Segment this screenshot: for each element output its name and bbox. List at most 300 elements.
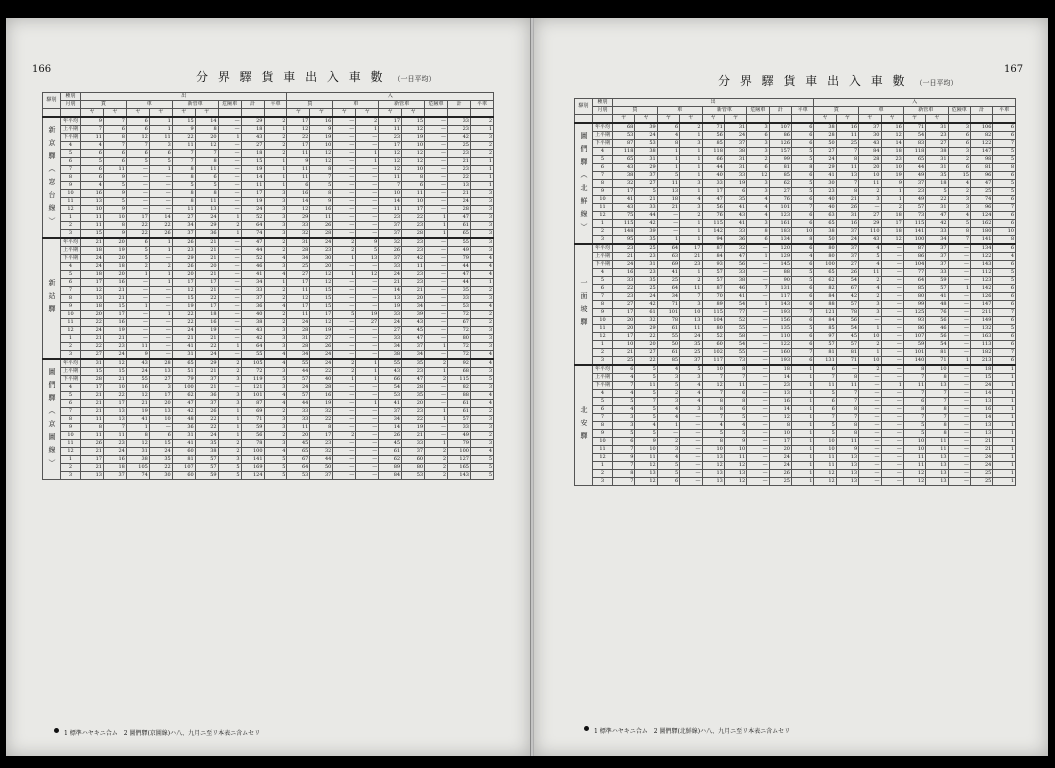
table-cell: 54 xyxy=(836,277,858,285)
table-cell: — xyxy=(425,142,448,150)
table-cell: 3 xyxy=(470,206,493,214)
table-cell: 20 xyxy=(103,238,126,247)
header-subcol: ヤ xyxy=(635,115,657,124)
table-cell: 6 xyxy=(792,220,814,228)
row-label: 下平期 xyxy=(61,255,81,263)
table-cell: — xyxy=(425,400,448,408)
table-cell: 1 xyxy=(218,432,241,440)
table-cell: 3 xyxy=(470,416,493,424)
row-label: 6 xyxy=(61,158,81,166)
table-cell: 23 xyxy=(881,156,903,164)
table-cell: 77 xyxy=(903,269,925,277)
row-label: 10 xyxy=(593,438,613,446)
table-cell: 5 xyxy=(126,247,149,255)
table-cell: 43 xyxy=(241,327,264,335)
table-cell: 1 xyxy=(218,343,241,351)
table-cell: 47 xyxy=(172,400,195,408)
table-cell: 24 xyxy=(172,327,195,335)
table-cell: 17 xyxy=(613,333,635,341)
table-row xyxy=(575,277,1016,285)
table-cell: 85 xyxy=(657,357,679,366)
table-row xyxy=(575,123,1016,132)
table-row xyxy=(43,238,494,247)
table-row xyxy=(575,172,1016,180)
table-row xyxy=(43,464,494,472)
table-cell: 14 xyxy=(769,374,791,382)
table-cell: — xyxy=(948,398,970,406)
table-cell: 3 xyxy=(747,140,769,148)
row-label: 5 xyxy=(61,150,81,158)
table-cell: 1 xyxy=(792,454,814,462)
table-cell: — xyxy=(333,303,356,311)
table-cell: 56 xyxy=(926,333,948,341)
table-cell: — xyxy=(356,440,379,448)
row-label: 6 xyxy=(61,400,81,408)
table-cell: 17 xyxy=(172,279,195,287)
table-cell: — xyxy=(948,438,970,446)
table-cell: 6 xyxy=(81,166,104,174)
table-cell: 35 xyxy=(195,440,218,448)
table-cell: 24 xyxy=(724,132,746,140)
table-cell: — xyxy=(333,440,356,448)
table-cell: 72 xyxy=(241,368,264,376)
table-cell: 65 xyxy=(903,156,925,164)
table-cell: — xyxy=(881,317,903,325)
row-label: 3 xyxy=(593,357,613,366)
table-cell: 41 xyxy=(926,293,948,301)
table-row xyxy=(43,376,494,384)
table-cell: 4 xyxy=(859,285,881,293)
table-cell: 1 xyxy=(356,400,379,408)
table-cell: — xyxy=(747,454,769,462)
row-label: 上平期 xyxy=(61,247,81,255)
table-cell: 9 xyxy=(103,174,126,182)
table-row xyxy=(575,180,1016,188)
table-cell: 31 xyxy=(926,164,948,172)
table-cell: 38 xyxy=(241,319,264,327)
table-cell: 15 xyxy=(172,295,195,303)
table-cell: — xyxy=(126,287,149,295)
table-cell: 25 xyxy=(769,478,791,486)
table-cell: — xyxy=(680,470,702,478)
table-cell: — xyxy=(356,448,379,456)
table-cell: 165 xyxy=(448,464,471,472)
table-cell: 7 xyxy=(379,182,402,190)
header-chosa: 新管車 xyxy=(702,107,747,115)
table-cell: — xyxy=(149,182,172,190)
table-cell: — xyxy=(333,351,356,360)
header-in: 入 xyxy=(287,93,494,101)
table-cell: 22 xyxy=(613,285,635,293)
row-label: 年平均 xyxy=(593,244,613,253)
table-cell: — xyxy=(218,150,241,158)
row-label: 2 xyxy=(61,222,81,230)
table-cell: 120 xyxy=(769,244,791,253)
table-cell: 1 xyxy=(680,269,702,277)
table-cell: — xyxy=(356,134,379,142)
row-label: 3 xyxy=(61,351,81,360)
table-row xyxy=(575,140,1016,148)
table-cell: 3 xyxy=(680,180,702,188)
table-cell: 1 xyxy=(470,174,493,182)
table-row xyxy=(43,456,494,464)
table-cell: — xyxy=(333,464,356,472)
table-cell: 5 xyxy=(126,158,149,166)
table-cell: 1 xyxy=(993,398,1016,406)
table-cell: 37 xyxy=(836,228,858,236)
table-cell: 9 xyxy=(103,230,126,239)
table-cell: 86 xyxy=(903,253,925,261)
title-text: 分 界 驛 貨 車 出 入 車 數 xyxy=(196,70,386,84)
table-cell: 55 xyxy=(126,376,149,384)
table-cell: 21 xyxy=(680,253,702,261)
table-cell: 1 xyxy=(657,156,679,164)
table-cell: 27 xyxy=(81,351,104,360)
table-row xyxy=(575,438,1016,446)
table-cell: 6 xyxy=(126,150,149,158)
table-cell: 85 xyxy=(903,285,925,293)
table-cell: — xyxy=(425,432,448,440)
table-cell: 1 xyxy=(333,376,356,384)
table-cell: 14 xyxy=(881,140,903,148)
header-subcol: ヤ xyxy=(680,115,702,124)
table-cell: 1 xyxy=(425,416,448,424)
table-cell: — xyxy=(948,414,970,422)
table-cell: 27 xyxy=(287,271,310,279)
table-cell: 10 xyxy=(402,198,425,206)
table-cell: 21 xyxy=(613,349,635,357)
table-cell: 13 xyxy=(926,478,948,486)
table-cell: 3 xyxy=(470,222,493,230)
header-out: 出 xyxy=(613,99,814,107)
table-cell: 20 xyxy=(310,263,333,271)
table-cell: 23 xyxy=(402,247,425,255)
table-cell: 49 xyxy=(903,196,925,204)
table-cell: 1 xyxy=(993,462,1016,470)
table-cell: 24 xyxy=(613,261,635,269)
table-cell: 56 xyxy=(836,317,858,325)
table-cell: 7 xyxy=(993,140,1016,148)
table-cell: 18 xyxy=(195,311,218,319)
table-cell: 1 xyxy=(747,301,769,309)
table-cell: — xyxy=(948,430,970,438)
table-cell: 13 xyxy=(971,422,993,430)
table-cell: 10 xyxy=(310,142,333,150)
table-cell: 129 xyxy=(769,253,791,261)
table-cell: 1 xyxy=(792,478,814,486)
footnote: 1 標準ハヤキニ合ム 2 圖們驛(京圖線)ハ八、九月ニ至リ本表ニ含ムセリ xyxy=(64,730,261,737)
table-cell: 55 xyxy=(724,349,746,357)
table-cell: 11 xyxy=(103,166,126,174)
table-cell: 3 xyxy=(264,206,287,214)
table-row xyxy=(575,212,1016,220)
table-cell: — xyxy=(356,351,379,360)
table-cell: 13 xyxy=(702,478,724,486)
table-cell: 1 xyxy=(218,230,241,239)
table-cell: 14 xyxy=(241,174,264,182)
table-cell: 8 xyxy=(402,174,425,182)
table-cell: 1 xyxy=(792,382,814,390)
table-cell: 7 xyxy=(926,398,948,406)
table-cell: — xyxy=(425,295,448,303)
table-cell: 44 xyxy=(287,368,310,376)
table-cell: — xyxy=(356,279,379,287)
table-cell: 37 xyxy=(724,140,746,148)
table-cell: 23 xyxy=(402,238,425,247)
table-cell: 42 xyxy=(448,134,471,142)
table-cell: 10 xyxy=(926,365,948,374)
table-cell: 1 xyxy=(792,390,814,398)
table-cell: — xyxy=(218,351,241,360)
footnote: 1 標準ハヤキニ合ム 2 圖們驛(北鮮線)ハ八、九月ニ至リ本表ニ含ムセリ xyxy=(594,728,791,735)
table-cell: 33 xyxy=(702,180,724,188)
table-row xyxy=(43,182,494,190)
table-cell: 11 xyxy=(287,166,310,174)
table-cell: — xyxy=(425,335,448,343)
table-cell: 31 xyxy=(724,164,746,172)
table-cell: 5 xyxy=(814,422,836,430)
table-cell: — xyxy=(859,446,881,454)
table-cell: 13 xyxy=(379,295,402,303)
table-cell: 5 xyxy=(635,374,657,382)
table-cell: 8 xyxy=(792,236,814,245)
table-cell: 49 xyxy=(903,172,925,180)
table-row xyxy=(43,134,494,142)
table-cell: 5 xyxy=(993,156,1016,164)
table-cell: — xyxy=(333,424,356,432)
table-cell: 1 xyxy=(792,398,814,406)
table-cell: 3 xyxy=(613,422,635,430)
table-cell: 22 xyxy=(103,392,126,400)
table-row xyxy=(575,261,1016,269)
table-cell: 6 xyxy=(993,317,1016,325)
table-cell: 1 xyxy=(264,158,287,166)
table-cell: 147 xyxy=(971,301,993,309)
table-cell: — xyxy=(948,261,970,269)
table-cell: — xyxy=(425,351,448,360)
table-cell: 1 xyxy=(218,214,241,222)
table-cell: 4 xyxy=(470,351,493,360)
table-cell: 2 xyxy=(425,448,448,456)
row-label: 上平期 xyxy=(61,368,81,376)
table-cell: — xyxy=(333,182,356,190)
table-cell: 3 xyxy=(470,424,493,432)
table-cell: 6 xyxy=(747,236,769,245)
table-cell: 82 xyxy=(814,285,836,293)
table-cell: 28 xyxy=(287,343,310,351)
table-cell: — xyxy=(859,414,881,422)
table-cell: — xyxy=(680,430,702,438)
table-cell: — xyxy=(218,263,241,271)
table-cell: 11 xyxy=(287,150,310,158)
table-cell: 4 xyxy=(264,351,287,360)
table-cell: — xyxy=(356,424,379,432)
table-cell: 87 xyxy=(613,140,635,148)
table-cell: 47 xyxy=(402,335,425,343)
table-row xyxy=(575,374,1016,382)
table-cell: 86 xyxy=(903,325,925,333)
table-cell: 5 xyxy=(792,325,814,333)
table-cell: 6 xyxy=(993,333,1016,341)
table-cell: 4 xyxy=(264,392,287,400)
table-cell: 54 xyxy=(903,132,925,140)
table-cell: 27 xyxy=(310,335,333,343)
table-cell: 2 xyxy=(859,341,881,349)
table-cell: 10 xyxy=(724,446,746,454)
table-cell: 34 xyxy=(172,222,195,230)
table-cell: 72 xyxy=(448,311,471,319)
table-cell: 67 xyxy=(287,456,310,464)
table-cell: 4 xyxy=(81,142,104,150)
table-cell: — xyxy=(657,228,679,236)
table-cell: 8 xyxy=(195,158,218,166)
table-cell: 7 xyxy=(814,374,836,382)
table-cell: 10 xyxy=(881,164,903,172)
table-cell: 33 xyxy=(241,287,264,295)
table-cell: 24 xyxy=(836,236,858,245)
table-cell: 140 xyxy=(903,357,925,366)
table-cell: 81 xyxy=(971,164,993,172)
table-cell: 5 xyxy=(993,148,1016,156)
table-cell: 37 xyxy=(836,253,858,261)
table-cell: 37 xyxy=(926,253,948,261)
table-cell: 160 xyxy=(769,349,791,357)
table-cell: 6 xyxy=(948,132,970,140)
table-cell: 25 xyxy=(836,140,858,148)
table-cell: 37 xyxy=(310,472,333,480)
table-cell: 101 xyxy=(657,309,679,317)
table-cell: 3 xyxy=(264,368,287,376)
table-cell: 1 xyxy=(356,150,379,158)
table-cell: 20 xyxy=(149,400,172,408)
table-cell: 62 xyxy=(814,277,836,285)
table-cell: 4 xyxy=(264,359,287,368)
table-cell: 2 xyxy=(470,408,493,416)
table-cell: 59 xyxy=(903,341,925,349)
table-cell: 37 xyxy=(195,400,218,408)
table-cell: — xyxy=(218,117,241,126)
table-cell: 1 xyxy=(657,164,679,172)
table-cell: — xyxy=(948,293,970,301)
table-cell: 20 xyxy=(195,263,218,271)
table-cell: 73 xyxy=(724,357,746,366)
header-subcol: ヤ xyxy=(333,109,356,118)
table-cell: 4 xyxy=(470,255,493,263)
table-cell: 28 xyxy=(814,132,836,140)
table-cell: 23 xyxy=(613,293,635,301)
table-cell: 3 xyxy=(264,263,287,271)
table-cell: 85 xyxy=(769,172,791,180)
table-cell: 124 xyxy=(971,212,993,220)
table-row xyxy=(575,398,1016,406)
table-cell: 3 xyxy=(948,123,970,132)
table-cell: 68 xyxy=(613,123,635,132)
row-label: 11 xyxy=(61,198,81,206)
table-cell: 13 xyxy=(971,398,993,406)
table-cell: 35 xyxy=(680,341,702,349)
table-cell: — xyxy=(948,301,970,309)
table-cell: 24 xyxy=(81,263,104,271)
table-cell: 61 xyxy=(448,408,471,416)
table-cell: 21 xyxy=(971,446,993,454)
table-cell: 19 xyxy=(195,327,218,335)
row-label: 3 xyxy=(61,230,81,239)
table-cell: 11 xyxy=(836,382,858,390)
table-cell: — xyxy=(680,454,702,462)
table-cell: 12 xyxy=(402,150,425,158)
table-cell: 1 xyxy=(792,462,814,470)
table-cell: 80 xyxy=(402,464,425,472)
table-cell: 37 xyxy=(926,261,948,269)
table-cell: 1 xyxy=(792,374,814,382)
table-cell: 11 xyxy=(81,222,104,230)
table-cell: — xyxy=(333,158,356,166)
left-page xyxy=(6,18,531,756)
table-cell: 9 xyxy=(310,198,333,206)
right-page xyxy=(534,18,1048,756)
table-cell: 24 xyxy=(310,238,333,247)
table-cell: 5 xyxy=(993,325,1016,333)
row-label: 4 xyxy=(61,384,81,392)
table-cell: 12 xyxy=(402,126,425,134)
table-cell: 25 xyxy=(448,142,471,150)
table-cell: 193 xyxy=(769,357,791,366)
table-cell: 142 xyxy=(971,285,993,293)
table-cell: — xyxy=(333,392,356,400)
table-row xyxy=(43,206,494,214)
table-cell: 43 xyxy=(241,134,264,142)
table-cell: — xyxy=(425,327,448,335)
station-name: 北安驛 xyxy=(575,365,593,486)
table-cell: 1 xyxy=(993,438,1016,446)
table-cell: 24 xyxy=(971,382,993,390)
header-subcol: ヤ xyxy=(172,109,195,118)
table-cell: 40 xyxy=(241,311,264,319)
table-cell: — xyxy=(218,327,241,335)
table-cell: 11 xyxy=(195,166,218,174)
table-cell: 117 xyxy=(702,357,724,366)
table-cell: 17 xyxy=(613,309,635,317)
table-cell: 18 xyxy=(103,464,126,472)
table-cell: 1 xyxy=(680,236,702,245)
row-label: 10 xyxy=(593,196,613,204)
table-cell: 23 xyxy=(172,247,195,255)
table-cell: 2 xyxy=(470,287,493,295)
table-cell: 72 xyxy=(448,351,471,360)
table-cell: 3 xyxy=(859,309,881,317)
table-cell: 8 xyxy=(172,174,195,182)
table-cell: 33 xyxy=(448,117,471,126)
table-cell: 148 xyxy=(613,228,635,236)
table-cell: 87 xyxy=(702,244,724,253)
table-cell: — xyxy=(333,126,356,134)
table-row xyxy=(43,198,494,206)
table-cell: 5 xyxy=(333,311,356,319)
table-cell: 4 xyxy=(948,212,970,220)
table-cell: 3 xyxy=(264,424,287,432)
table-cell: 1 xyxy=(126,271,149,279)
table-cell: 2 xyxy=(264,408,287,416)
table-cell: 46 xyxy=(926,325,948,333)
table-cell: — xyxy=(747,341,769,349)
table-cell: 9 xyxy=(356,238,379,247)
table-cell: 31 xyxy=(635,156,657,164)
table-cell: 20 xyxy=(103,255,126,263)
footnote-bullet xyxy=(54,728,59,733)
table-cell: 2 xyxy=(425,472,448,480)
header-kiken: 危險車 xyxy=(747,107,769,115)
table-cell: — xyxy=(948,390,970,398)
